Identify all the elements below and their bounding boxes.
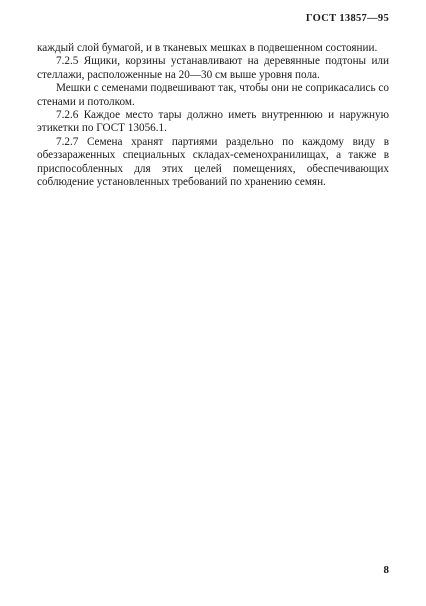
paragraph-bags: Мешки с семенами подвешивают так, чтобы они не соприкасались со стенами и потолком. [37,82,389,108]
paragraph-continuation: каждый слой бумагой, и в тканевых мешках в подвешенном состоянии. [37,42,378,54]
page-number: 8 [383,564,389,576]
paragraph-7-2-7: 7.2.7 Семена хранят партиями раздельно по каждому виду в обеззараженных специальных складах-семенохранилищах, а также в приспособленных для этих целей помещениях, обеспечивающих соблюдение установленных требований по хранению семян. [37,135,389,189]
paragraph-7-2-6: 7.2.6 Каждое место тары должно иметь внутреннюю и наружную этикетки по ГОСТ 13056.1. [37,109,389,135]
paragraph-7-2-5: 7.2.5 Ящики, корзины устанавливают на деревянные подтоны или стеллажи, расположенные на 20—30 см выше уровня пола. [37,55,389,81]
document-body [37,42,389,189]
standard-designation: ГОСТ 13857—95 [305,13,389,24]
page-header [306,13,389,24]
